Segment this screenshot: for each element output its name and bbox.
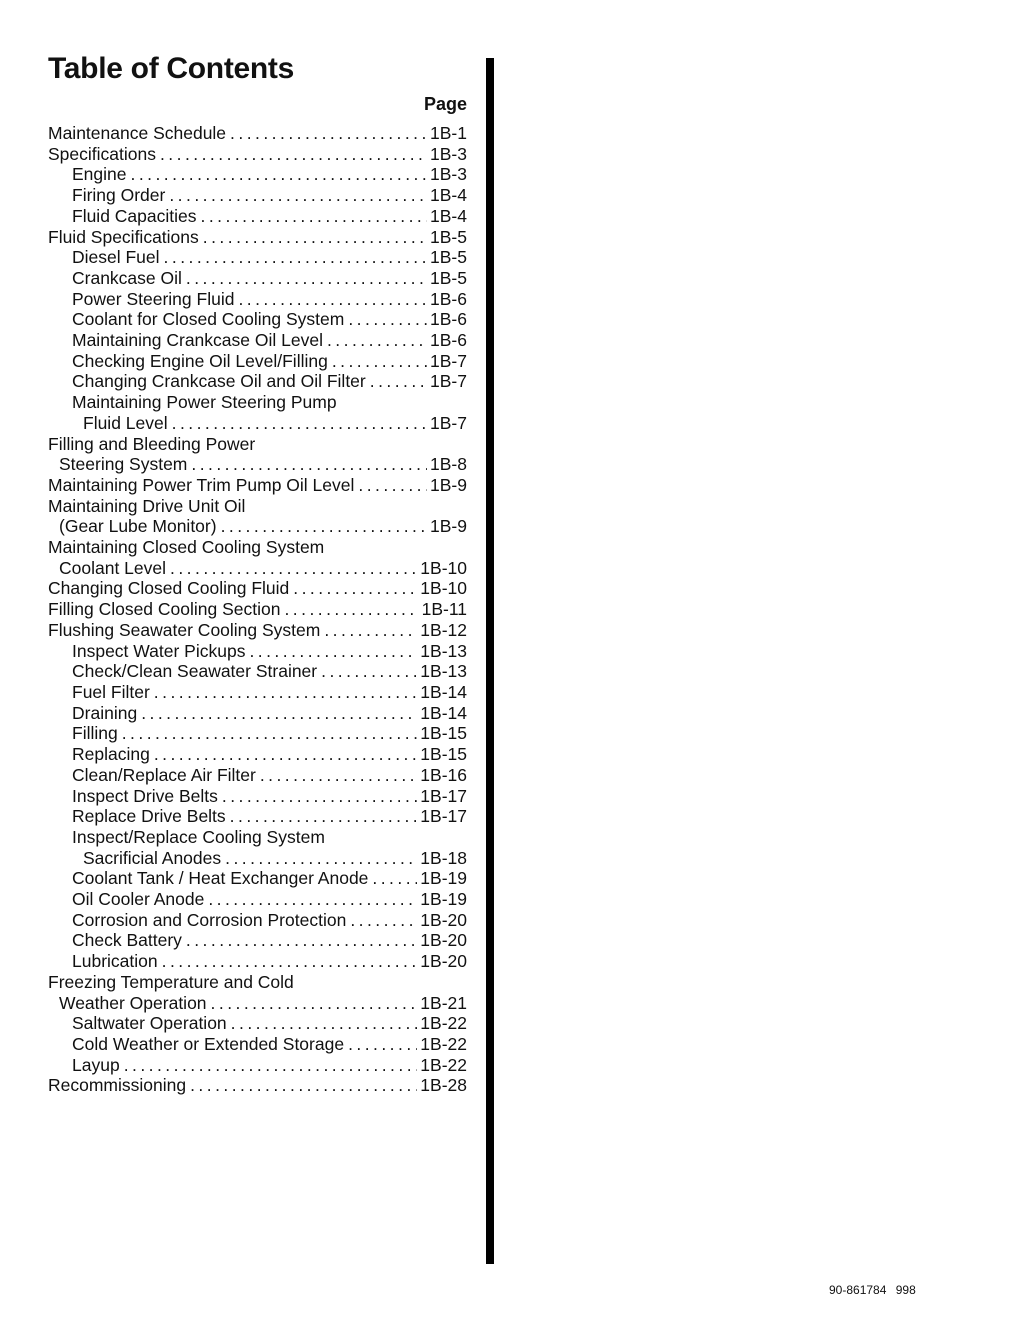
toc-entry[interactable] xyxy=(48,351,467,372)
toc-page-number: 1B-7 xyxy=(430,371,467,392)
toc-entry[interactable] xyxy=(48,309,467,330)
toc-page-number: 1B-10 xyxy=(420,578,467,599)
dot-leader xyxy=(230,123,427,144)
toc-entry[interactable] xyxy=(48,144,467,165)
toc-entry-label: Diesel Fuel xyxy=(72,247,160,268)
toc-page-number: 1B-6 xyxy=(430,330,467,351)
toc-entry-label: Maintaining Closed Cooling System xyxy=(48,537,325,558)
toc-entry-label: Changing Closed Cooling Fluid xyxy=(48,578,290,599)
toc-entry[interactable] xyxy=(48,330,467,351)
toc-entry[interactable] xyxy=(48,268,467,289)
toc-entry-label: Maintaining Power Trim Pump Oil Level xyxy=(48,474,355,495)
toc-entry-label: Cold Weather or Extended Storage xyxy=(72,1033,345,1054)
dot-leader xyxy=(321,661,417,682)
toc-entry-label: Filling Closed Cooling Section xyxy=(48,599,281,620)
toc-page-number: 1B-13 xyxy=(420,640,467,661)
toc-entry-label: Saltwater Operation xyxy=(72,1013,227,1034)
toc-entry[interactable] xyxy=(48,392,467,433)
toc-entry[interactable] xyxy=(48,703,467,724)
toc-entry-label: Check/Clean Seawater Strainer xyxy=(72,661,318,682)
dot-leader xyxy=(230,806,418,827)
dot-leader xyxy=(190,1075,417,1096)
toc-entry[interactable] xyxy=(48,744,467,765)
toc-entry[interactable] xyxy=(48,661,467,682)
toc-entry-label: Power Steering Fluid xyxy=(72,288,235,309)
toc-entry[interactable] xyxy=(48,496,467,537)
toc-entry[interactable] xyxy=(48,164,467,185)
toc-entry[interactable] xyxy=(48,1055,467,1076)
dot-leader xyxy=(372,868,417,889)
toc-entry[interactable] xyxy=(48,868,467,889)
toc-page-number: 1B-5 xyxy=(430,247,467,268)
dot-leader xyxy=(186,268,427,289)
dot-leader xyxy=(162,951,418,972)
toc-entry-label: Filling xyxy=(72,723,118,744)
toc-page-number: 1B-13 xyxy=(420,661,467,682)
toc-page-number: 1B-3 xyxy=(430,143,467,164)
toc-entry[interactable] xyxy=(48,123,467,144)
dot-leader xyxy=(203,227,427,248)
toc-entry[interactable] xyxy=(48,475,467,496)
toc-entry[interactable] xyxy=(48,827,467,868)
toc-entry[interactable] xyxy=(48,723,467,744)
dot-leader xyxy=(154,682,418,703)
toc-page-number: 1B-14 xyxy=(420,681,467,702)
toc-entry-label: Inspect/Replace Cooling System xyxy=(72,826,325,847)
toc-page-number: 1B-22 xyxy=(420,1054,467,1075)
toc-entry[interactable] xyxy=(48,185,467,206)
toc-page-number: 1B-1 xyxy=(430,123,467,143)
toc-entry-label: Crankcase Oil xyxy=(72,267,182,288)
toc-entry[interactable] xyxy=(48,1075,467,1096)
toc-page-number: 1B-22 xyxy=(420,1033,467,1054)
dot-leader xyxy=(260,765,417,786)
toc-entry[interactable] xyxy=(48,972,467,1013)
section-marker-bar xyxy=(486,58,494,1264)
dot-leader xyxy=(170,558,417,579)
toc-entry[interactable] xyxy=(48,227,467,248)
dot-leader xyxy=(122,723,418,744)
toc-entry-label: Draining xyxy=(72,702,138,723)
toc-entry-label: Maintaining Power Steering Pump xyxy=(72,392,337,413)
dot-leader xyxy=(191,454,427,475)
toc-page-number: 1B-17 xyxy=(420,785,467,806)
toc-page-number: 1B-10 xyxy=(420,557,467,578)
toc-entry-label: Changing Crankcase Oil and Oil Filter xyxy=(72,371,366,392)
dot-leader xyxy=(221,516,427,537)
toc-entry-label: Firing Order xyxy=(72,185,166,206)
toc-entry-label: Filling and Bleeding Power xyxy=(48,433,256,454)
dot-leader xyxy=(284,599,418,620)
toc-page-number: 1B-4 xyxy=(430,205,467,226)
dot-leader xyxy=(225,848,417,869)
toc-entry-label: Coolant for Closed Cooling System xyxy=(72,309,345,330)
toc-entry[interactable] xyxy=(48,537,467,578)
toc-entry-label-continued: Weather Operation xyxy=(59,992,207,1013)
dot-leader xyxy=(208,889,417,910)
toc-entry[interactable] xyxy=(48,599,467,620)
toc-entry[interactable] xyxy=(48,910,467,931)
dot-leader xyxy=(201,206,428,227)
toc-page-number: 1B-7 xyxy=(430,350,467,371)
dot-leader xyxy=(169,185,427,206)
toc-entry[interactable] xyxy=(48,206,467,227)
page-column-header: Page xyxy=(423,94,467,114)
part-number: 90-861784 xyxy=(829,1283,887,1297)
toc-page-number: 1B-3 xyxy=(430,164,467,185)
toc-entry-label: Coolant Tank / Heat Exchanger Anode xyxy=(72,868,369,889)
dot-leader xyxy=(231,1013,418,1034)
page-footer xyxy=(829,1283,916,1297)
toc-entry-label: Replace Drive Belts xyxy=(72,806,226,827)
toc-page-number: 1B-6 xyxy=(430,288,467,309)
toc-page-number: 1B-7 xyxy=(430,412,467,433)
toc-page-number: 1B-5 xyxy=(430,226,467,247)
toc-page-number: 1B-12 xyxy=(420,619,467,640)
dot-leader xyxy=(160,144,427,165)
toc-entry[interactable] xyxy=(48,806,467,827)
toc-page-number: 1B-15 xyxy=(420,723,467,744)
toc-entry-label: Check Battery xyxy=(72,930,182,951)
toc-page-number: 1B-28 xyxy=(420,1075,467,1096)
toc-entry-label: Freezing Temperature and Cold xyxy=(48,971,294,992)
dot-leader xyxy=(222,786,417,807)
toc-entry[interactable] xyxy=(48,641,467,662)
toc-page-number: 1B-17 xyxy=(420,806,467,827)
dot-leader xyxy=(172,413,427,434)
toc-entry-label: Clean/Replace Air Filter xyxy=(72,764,256,785)
toc-entry-label: Flushing Seawater Cooling System xyxy=(48,619,321,640)
table-of-contents xyxy=(48,123,467,1096)
toc-entry[interactable] xyxy=(48,951,467,972)
dot-leader xyxy=(154,744,417,765)
toc-entry-label: Specifications xyxy=(48,143,156,164)
dot-leader xyxy=(324,620,417,641)
toc-entry-label: Engine xyxy=(72,164,127,185)
toc-entry-label: Replacing xyxy=(72,744,150,765)
toc-page-number: 1B-18 xyxy=(420,847,467,868)
toc-entry-label: Corrosion and Corrosion Protection xyxy=(72,909,347,930)
toc-entry-label-continued: (Gear Lube Monitor) xyxy=(59,516,217,537)
toc-page-number: 1B-20 xyxy=(420,951,467,972)
dot-leader xyxy=(238,289,427,310)
toc-entry-label: Maintenance Schedule xyxy=(48,123,227,143)
toc-entry[interactable] xyxy=(48,247,467,268)
toc-entry-label: Recommissioning xyxy=(48,1075,187,1096)
dot-leader xyxy=(348,309,427,330)
toc-entry[interactable] xyxy=(48,434,467,475)
toc-entry-label: Oil Cooler Anode xyxy=(72,889,205,910)
toc-entry-label: Lubrication xyxy=(72,951,158,972)
toc-page-number: 1B-20 xyxy=(420,930,467,951)
toc-entry-label: Fluid Specifications xyxy=(48,226,199,247)
toc-page-number: 1B-22 xyxy=(420,1013,467,1034)
toc-page-number: 1B-16 xyxy=(420,764,467,785)
toc-entry-label: Fluid Capacities xyxy=(72,205,197,226)
toc-page-number: 1B-20 xyxy=(420,909,467,930)
toc-entry[interactable] xyxy=(48,786,467,807)
dot-leader xyxy=(249,641,417,662)
toc-entry[interactable] xyxy=(48,1013,467,1034)
dot-leader xyxy=(327,330,427,351)
dot-leader xyxy=(131,164,428,185)
toc-entry-label: Layup xyxy=(72,1054,120,1075)
dot-leader xyxy=(293,578,417,599)
dot-leader xyxy=(348,1034,417,1055)
page-title: Table of Contents xyxy=(48,52,295,85)
toc-page-number: 1B-19 xyxy=(420,889,467,910)
toc-entry-label: Inspect Water Pickups xyxy=(72,640,246,661)
toc-entry-label-continued: Steering System xyxy=(59,454,188,475)
toc-entry[interactable] xyxy=(48,765,467,786)
toc-page-number: 1B-6 xyxy=(430,309,467,330)
toc-page-number: 1B-9 xyxy=(430,474,467,495)
dot-leader xyxy=(124,1055,418,1076)
toc-page-number: 1B-15 xyxy=(420,744,467,765)
dot-leader xyxy=(350,910,417,931)
toc-page-number: 1B-5 xyxy=(430,267,467,288)
toc-page-number: 1B-4 xyxy=(430,185,467,206)
toc-page-number: 1B-11 xyxy=(421,599,467,620)
toc-page-number: 1B-14 xyxy=(420,702,467,723)
toc-entry[interactable] xyxy=(48,889,467,910)
toc-page-number: 1B-8 xyxy=(430,454,467,475)
dot-leader xyxy=(141,703,417,724)
dot-leader xyxy=(211,993,418,1014)
toc-entry-label: Checking Engine Oil Level/Filling xyxy=(72,350,328,371)
toc-page-number: 1B-21 xyxy=(420,992,467,1013)
toc-entry[interactable] xyxy=(48,289,467,310)
dot-leader xyxy=(370,371,427,392)
toc-entry-label-continued: Sacrificial Anodes xyxy=(83,847,222,868)
toc-entry[interactable] xyxy=(48,1034,467,1055)
toc-entry-label-continued: Coolant Level xyxy=(59,557,167,578)
revision-code: 998 xyxy=(895,1283,916,1297)
toc-entry[interactable] xyxy=(48,682,467,703)
toc-page-number: 1B-19 xyxy=(420,868,467,889)
toc-entry-label: Maintaining Crankcase Oil Level xyxy=(72,330,323,351)
toc-entry-label: Inspect Drive Belts xyxy=(72,785,218,806)
toc-entry[interactable] xyxy=(48,371,467,392)
toc-entry[interactable] xyxy=(48,578,467,599)
dot-leader xyxy=(332,351,427,372)
toc-entry[interactable] xyxy=(48,620,467,641)
toc-entry-label: Fuel Filter xyxy=(72,681,150,702)
dot-leader xyxy=(186,930,417,951)
toc-entry-label-continued: Fluid Level xyxy=(83,412,168,433)
dot-leader xyxy=(358,475,427,496)
toc-page-number: 1B-9 xyxy=(430,516,467,537)
toc-entry-label: Maintaining Drive Unit Oil xyxy=(48,495,246,516)
toc-entry[interactable] xyxy=(48,930,467,951)
dot-leader xyxy=(164,247,427,268)
